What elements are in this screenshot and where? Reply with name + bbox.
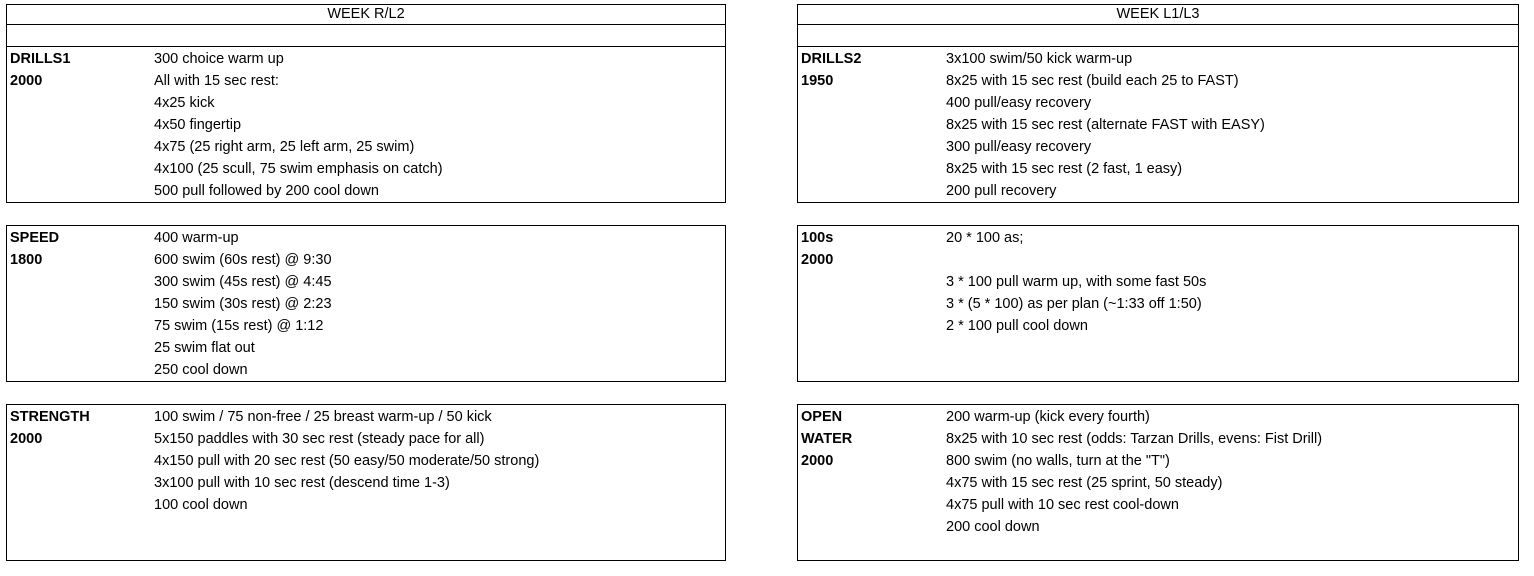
- workout-line: 4x75 pull with 10 sec rest cool-down: [946, 497, 1179, 513]
- workout-label: [801, 48, 861, 92]
- empty-row: [6, 25, 726, 47]
- workout-line: 20 * 100 as;: [946, 230, 1024, 246]
- workout-line: 2 * 100 pull cool down: [946, 318, 1088, 334]
- week-header: WEEK R/L2: [6, 4, 726, 25]
- workout-line: 4x150 pull with 20 sec rest (50 easy/50 moderate/50 strong): [154, 453, 540, 469]
- empty-row: [797, 25, 1519, 47]
- workout-line: 600 swim (60s rest) @ 9:30: [154, 252, 332, 268]
- workout-label: [801, 227, 833, 271]
- workout-line: 3x100 swim/50 kick warm-up: [946, 51, 1133, 67]
- workout-line: 250 cool down: [154, 362, 248, 378]
- workout-block: [6, 225, 726, 382]
- workout-lines: [946, 406, 1322, 538]
- workout-label: [10, 48, 70, 92]
- workout-label: [801, 406, 852, 472]
- workout-line: 25 swim flat out: [154, 340, 255, 356]
- workout-distance: 1800: [10, 252, 43, 268]
- workout-label: [10, 227, 59, 271]
- week-header: WEEK L1/L3: [797, 4, 1519, 25]
- workout-name: SPEED: [10, 230, 60, 246]
- workout-line: 8x25 with 15 sec rest (build each 25 to FAST): [946, 73, 1239, 89]
- workout-line: 200 warm-up (kick every fourth): [946, 409, 1150, 425]
- workout-name: DRILLS2: [801, 51, 862, 67]
- workout-name: DRILLS1: [10, 51, 71, 67]
- workout-block: [797, 404, 1519, 561]
- workout-line: 5x150 paddles with 30 sec rest (steady pace for all): [154, 431, 485, 447]
- workout-line: 400 pull/easy recovery: [946, 95, 1092, 111]
- workout-line: 8x25 with 10 sec rest (odds: Tarzan Drills, evens: Fist Drill): [946, 431, 1323, 447]
- workout-block: [6, 47, 726, 203]
- workout-block: [797, 47, 1519, 203]
- workout-line: [946, 249, 1206, 271]
- workout-line: 500 pull followed by 200 cool down: [154, 183, 379, 199]
- workout-name: WATER: [801, 431, 853, 447]
- week-column-left: [6, 4, 726, 561]
- workout-line: 3 * 100 pull warm up, with some fast 50s: [946, 274, 1207, 290]
- week-column-right: [797, 4, 1519, 561]
- workout-block: [6, 404, 726, 561]
- workout-line: 75 swim (15s rest) @ 1:12: [154, 318, 324, 334]
- workout-name: 100s: [801, 230, 834, 246]
- workout-line: All with 15 sec rest:: [154, 73, 279, 89]
- workout-line: 8x25 with 15 sec rest (alternate FAST with EASY): [946, 117, 1265, 133]
- workout-lines: [154, 48, 443, 202]
- workout-line: 300 pull/easy recovery: [946, 139, 1092, 155]
- workout-line: 200 cool down: [946, 519, 1040, 535]
- workout-name: OPEN: [801, 409, 843, 425]
- workout-lines: [154, 406, 539, 516]
- workout-line: 400 warm-up: [154, 230, 239, 246]
- workout-lines: [946, 48, 1265, 202]
- workout-line: 4x100 (25 scull, 75 swim emphasis on catch): [154, 161, 443, 177]
- workout-line: 4x50 fingertip: [154, 117, 242, 133]
- workout-distance: 2000: [801, 252, 834, 268]
- workout-distance: 1950: [801, 73, 834, 89]
- workout-line: 100 cool down: [154, 497, 248, 513]
- workout-lines: [946, 227, 1206, 337]
- workout-line: 3x100 pull with 10 sec rest (descend time 1-3): [154, 475, 450, 491]
- workout-line: 4x25 kick: [154, 95, 215, 111]
- workout-name: STRENGTH: [10, 409, 90, 425]
- workout-distance: 2000: [801, 453, 834, 469]
- workout-line: 800 swim (no walls, turn at the "T"): [946, 453, 1170, 469]
- workout-lines: [154, 227, 332, 381]
- workout-line: 300 choice warm up: [154, 51, 284, 67]
- workout-line: 4x75 with 15 sec rest (25 sprint, 50 steady): [946, 475, 1223, 491]
- workout-line: 200 pull recovery: [946, 183, 1057, 199]
- workout-label: [10, 406, 90, 450]
- workout-line: 300 swim (45s rest) @ 4:45: [154, 274, 332, 290]
- workout-line: 8x25 with 15 sec rest (2 fast, 1 easy): [946, 161, 1183, 177]
- workout-line: 100 swim / 75 non-free / 25 breast warm-up / 50 kick: [154, 409, 492, 425]
- workout-line: 4x75 (25 right arm, 25 left arm, 25 swim): [154, 139, 415, 155]
- workout-line: 3 * (5 * 100) as per plan (~1:33 off 1:50): [946, 296, 1202, 312]
- workout-block: [797, 225, 1519, 382]
- workout-distance: 2000: [10, 73, 43, 89]
- workout-line: 150 swim (30s rest) @ 2:23: [154, 296, 332, 312]
- workout-distance: 2000: [10, 431, 43, 447]
